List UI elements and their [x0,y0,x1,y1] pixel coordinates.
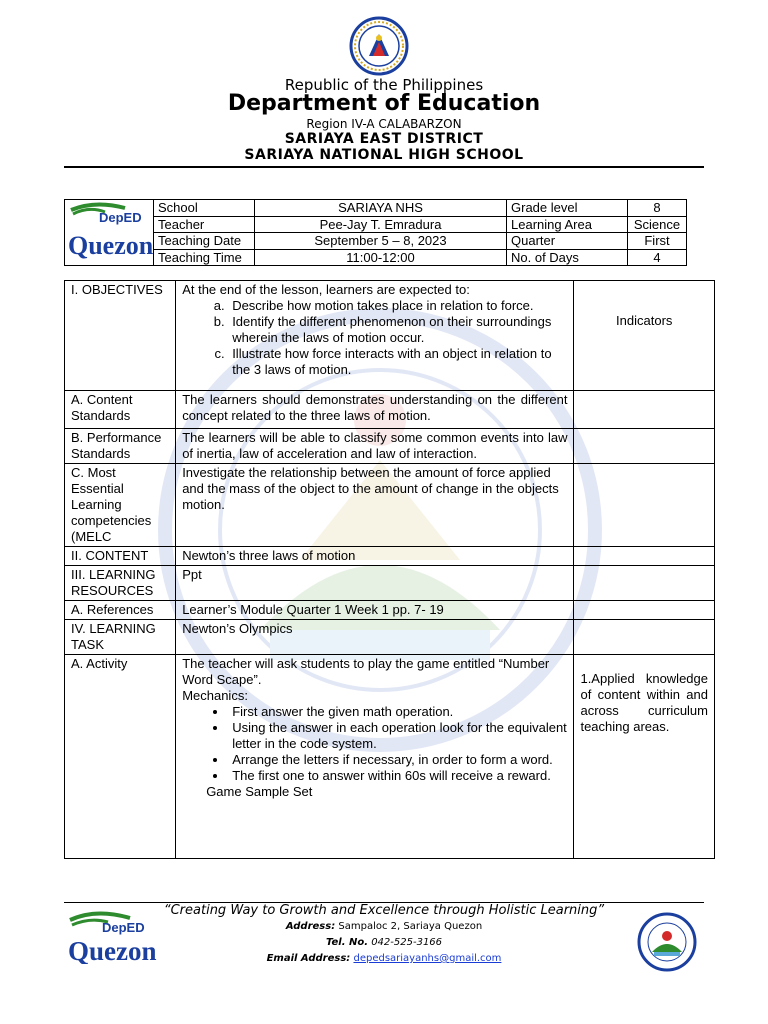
email-link[interactable]: depedsariayanhs@gmail.com [353,953,502,964]
table-row [65,391,715,429]
empty-indicator-cell [574,566,715,601]
objectives-intro: At the end of the lesson, learners are expected to: [182,282,470,297]
lesson-plan-table [64,280,715,859]
deped-quezon-logo [65,200,154,266]
area-label: Learning Area [507,216,628,233]
teacher-value: Pee-Jay T. Emradura [255,216,507,233]
table-row [65,547,715,566]
time-value: 11:00-12:00 [255,249,507,266]
teacher-label: Teacher [154,216,255,233]
content-standards-label: A. Content Standards [65,391,176,429]
list-item: c. Illustrate how force interacts with an object in relation to the 3 laws of motion. [228,346,567,378]
deped-quezon-logo-icon [65,200,153,262]
melc-text: Investigate the relationship between the amount of force applied and the mass of the object to the amount of change in the objects motion. [176,464,574,547]
footer-address [64,921,704,932]
mechanics-list [182,704,567,784]
quarter-label: Quarter [507,233,628,250]
address-label: Address: [285,921,336,932]
school-label: School [154,200,255,217]
area-value: Science [628,216,687,233]
empty-indicator-cell [574,547,715,566]
activity-label: A. Activity [65,655,176,859]
objectives-list [182,298,567,378]
deped-logo-text: DepED [99,210,142,225]
days-value: 4 [628,249,687,266]
school-seal-icon [632,912,702,972]
empty-indicator-cell [574,620,715,655]
tel-label: Tel. No. [325,937,369,948]
region-line: Region IV-A CALABARZON [306,117,462,131]
table-row [65,601,715,620]
activity-cell [176,655,574,859]
date-label: Teaching Date [154,233,255,250]
grade-label: Grade level [507,200,628,217]
grade-value: 8 [628,200,687,217]
date-value: September 5 – 8, 2023 [255,233,507,250]
content-standards-text: The learners should demonstrates understanding on the different concept related to the three laws of motion. [176,391,574,429]
table-row [65,464,715,547]
quarter-value: First [628,233,687,250]
email-label: Email Address: [266,953,351,964]
list-item: a. Describe how motion takes place in relation to force. [228,298,567,314]
list-item: • Arrange the letters if necessary, in order to form a word. [228,752,567,768]
footer-quezon-logo-text: Quezon [68,936,157,964]
republic-line: Republic of the Philippines [284,76,484,94]
activity-intro: The teacher will ask students to play the game entitled “Number Word Scape”. [182,656,550,687]
list-item: • Using the answer in each operation look for the equivalent letter in the code system. [228,720,567,752]
content-text: Newton’s three laws of motion [176,547,574,566]
school-value: SARIAYA NHS [255,200,507,217]
deped-seal-icon [344,16,414,76]
performance-standards-label: B. Performance Standards [65,429,176,464]
mechanics-heading: Mechanics: [182,688,248,703]
empty-indicator-cell [574,391,715,429]
address-value: Sampaloc 2, Sariaya Quezon [335,921,483,932]
district-line: SARIAYA EAST DISTRICT [284,131,484,147]
empty-indicator-cell [574,429,715,464]
task-text: Newton’s Olympics [176,620,574,655]
school-name: SARIAYA NATIONAL HIGH SCHOOL [244,147,524,163]
quezon-logo-text: Quezon [68,231,153,260]
task-label: IV. LEARNING TASK [65,620,176,655]
game-sample-set: Game Sample Set [206,784,313,799]
objectives-label: I. OBJECTIVES [65,281,176,391]
footer-tel [64,937,704,948]
melc-label: C. Most Essential Learning competencies (MELC [65,464,176,547]
references-label: A. References [65,601,176,620]
empty-indicator-cell [574,464,715,547]
empty-indicator-cell [574,601,715,620]
school-motto: “Creating Way to Growth and Excellence through Holistic Learning” [163,903,605,918]
list-item: b. Identify the different phenomenon on their surroundings wherein the laws of motion occur. [228,314,567,346]
tel-value: 042-525-3166 [368,937,443,948]
indicators-header: Indicators [574,281,715,391]
lesson-info-table [64,199,687,266]
activity-indicator: 1.Applied knowledge of content within and across curriculum teaching areas. [574,655,715,859]
days-label: No. of Days [507,249,628,266]
references-text: Learner’s Module Quarter 1 Week 1 pp. 7- 19 [176,601,574,620]
resources-text: Ppt [176,566,574,601]
footer-email [64,953,704,964]
performance-standards-text: The learners will be able to classify some common events into law of inertia, law of acceleration and law of interaction. [176,429,574,464]
header-divider [64,166,704,168]
table-row [65,655,715,859]
list-item: • First answer the given math operation. [228,704,567,720]
department-title: Department of Education [227,91,541,116]
content-label: II. CONTENT [65,547,176,566]
table-row [65,566,715,601]
table-row [65,620,715,655]
table-row [65,429,715,464]
resources-label: III. LEARNING RESOURCES [65,566,176,601]
table-row [65,281,715,391]
footer-deped-logo-text: DepED [102,920,145,935]
objectives-cell [176,281,574,391]
time-label: Teaching Time [154,249,255,266]
list-item: • The first one to answer within 60s will receive a reward. [228,768,567,784]
